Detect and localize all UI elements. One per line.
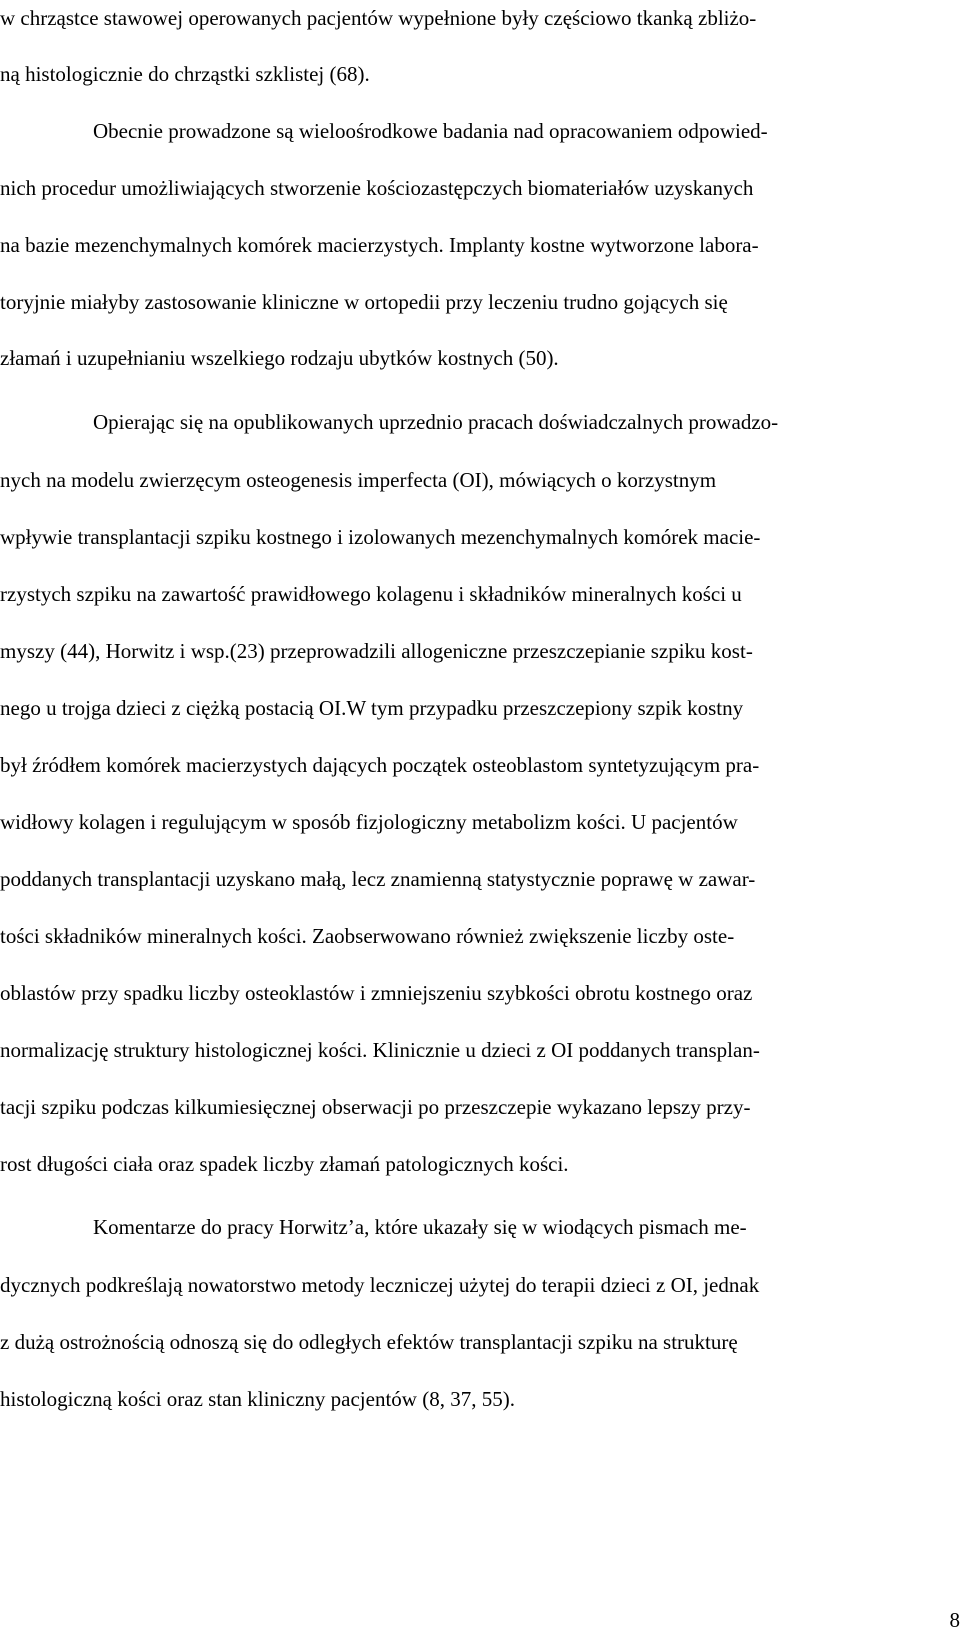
text-line: był źródłem komórek macierzystych dających początek osteoblastom syntetyzującym pra- [0,753,760,777]
text-line: rzystych szpiku na zawartość prawidłowego kolagenu i składników mineralnych kości u [0,582,742,606]
text-line: histologiczną kości oraz stan kliniczny pacjentów (8, 37, 55). [0,1387,515,1411]
text-line: złamań i uzupełnianiu wszelkiego rodzaju ubytków kostnych (50). [0,346,559,370]
text-line: normalizację struktury histologicznej kości. Klinicznie u dzieci z OI poddanych transplan- [0,1038,760,1062]
text-line: rost długości ciała oraz spadek liczby złamań patologicznych kości. [0,1152,569,1176]
text-line: ną histologicznie do chrząstki szklistej (68). [0,62,370,86]
paragraph-first-line: Komentarze do pracy Horwitz’a, które ukazały się w wiodących pismach me- [93,1215,747,1239]
text-line: nich procedur umożliwiających stworzenie kościozastępczych biomateriałów uzyskanych [0,176,754,200]
text-line: poddanych transplantacji uzyskano małą, lecz znamienną statystycznie poprawę w zawar- [0,867,756,891]
text-line: myszy (44), Horwitz i wsp.(23) przeprowadzili allogeniczne przeszczepianie szpiku kost- [0,639,753,663]
text-line: oblastów przy spadku liczby osteoklastów i zmniejszeniu szybkości obrotu kostnego oraz [0,981,753,1005]
text-line: z dużą ostrożnością odnoszą się do odległych efektów transplantacji szpiku na strukturę [0,1330,738,1354]
text-line: toryjnie miałyby zastosowanie kliniczne w ortopedii przy leczeniu trudno gojących się [0,290,728,314]
text-line: tości składników mineralnych kości. Zaobserwowano również zwiększenie liczby oste- [0,924,735,948]
text-line: widłowy kolagen i regulującym w sposób fizjologiczny metabolizm kości. U pacjentów [0,810,738,834]
text-line: dycznych podkreślają nowatorstwo metody leczniczej użytej do terapii dzieci z OI, jednak [0,1273,760,1297]
paragraph-first-line: Obecnie prowadzone są wieloośrodkowe badania nad opracowaniem odpowied- [93,119,768,143]
text-line: w chrząstce stawowej operowanych pacjentów wypełnione były częściowo tkanką zbliżo- [0,6,757,30]
text-line: na bazie mezenchymalnych komórek macierzystych. Implanty kostne wytworzone labora- [0,233,759,257]
text-line: tacji szpiku podczas kilkumiesięcznej obserwacji po przeszczepie wykazano lepszy przy- [0,1095,751,1119]
paragraph-first-line: Opierając się na opublikowanych uprzednio pracach doświadczalnych prowadzo- [93,410,779,434]
text-line: nych na modelu zwierzęcym osteogenesis imperfecta (OI), mówiących o korzystnym [0,468,717,492]
page-number: 8 [949,1608,960,1632]
text-line: wpływie transplantacji szpiku kostnego i izolowanych mezenchymalnych komórek macie- [0,525,761,549]
text-line: nego u trojga dzieci z ciężką postacią OI.W tym przypadku przeszczepiony szpik kostny [0,696,744,720]
